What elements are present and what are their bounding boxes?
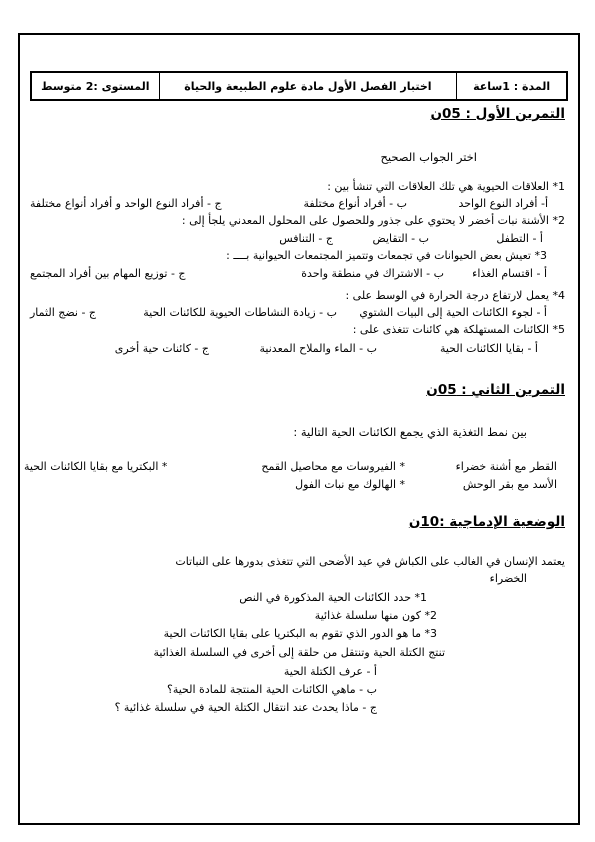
- integration-intro-line-2: الخضراء: [489, 572, 527, 585]
- question-2: 2* الأشنة نبات أخضر لا يحتوي على جذور وللحصول على المحلول المعدني يلجأ إلى :: [181, 214, 565, 227]
- integration-question-1: 1* حدد الكائنات الحية المذكورة في النص: [239, 591, 427, 604]
- q4-option-a: أ - لجوء الكائنات الحية إلى البيات الشتوي: [359, 306, 547, 319]
- pair-3: * البكتريا مع بقايا الكائنات الحية: [24, 460, 168, 473]
- question-5: 5* الكائنات المستهلكة هي كائنات تتغذى على :: [352, 323, 565, 336]
- exam-title-cell: اختبار الفصل الأول مادة علوم الطبيعة والحياة: [159, 73, 457, 99]
- integration-intro-line-1: يعتمد الإنسان في الغالب على الكباش في عيد الأضحى التي تتغذى بدورها على النباتات: [175, 555, 565, 568]
- q1-option-a: أ- أفراد النوع الواحد: [458, 197, 548, 210]
- q5-option-a: أ - بقايا الكائنات الحية: [439, 342, 538, 355]
- q1-option-c: ج - أفراد النوع الواحد و أفراد أنواع مختلفة: [30, 197, 222, 210]
- question-4: 4* يعمل لارتفاع درجة الحرارة في الوسط على :: [345, 289, 565, 302]
- q2-option-a: أ - التطفل: [496, 232, 543, 245]
- integration-question-a: أ - عرف الكتلة الحية: [283, 665, 377, 678]
- q2-option-b: ب - التقايض: [372, 232, 429, 245]
- q2-option-c: ج - التنافس: [279, 232, 333, 245]
- exercise-2-title: التمرين الثاني : 05ن: [426, 382, 565, 398]
- q3-option-b: ب - الاشتراك في منطقة واحدة: [301, 267, 444, 280]
- exam-header-table: [30, 71, 568, 101]
- question-1: 1* العلاقات الحيوية هي تلك العلاقات التي تنشأ بين :: [327, 180, 565, 193]
- question-3: 3* تعيش بعض الحيوانات في تجمعات وتتميز المجتمعات الحيوانية بــــ :: [226, 249, 547, 262]
- duration-cell: المدة : 1ساعة: [456, 73, 566, 99]
- q4-option-c: ج - نضج الثمار: [30, 306, 97, 319]
- pair-2: * الفيروسات مع محاصيل القمح: [261, 460, 405, 473]
- integration-question-2: 2* كون منها سلسلة غذائية: [314, 609, 437, 622]
- pair-1: القطر مع أشنة خضراء: [455, 460, 557, 473]
- exercise-1-title: التمرين الأول : 05ن: [430, 106, 565, 122]
- q4-option-b: ب - زيادة النشاطات الحيوية للكائنات الحية: [143, 306, 337, 319]
- q5-option-c: ج - كائنات حية أخرى: [114, 342, 209, 355]
- q3-option-c: ج - توزيع المهام بين أفراد المجتمع: [30, 267, 186, 280]
- q3-option-a: أ - اقتسام الغذاء: [472, 267, 547, 280]
- integration-question-b: ب - ماهي الكائنات الحية المنتجة للمادة الحية؟: [167, 683, 377, 696]
- integration-question-c: ج - ماذا يحدث عند انتقال الكتلة الحية في سلسلة غذائية ؟: [114, 701, 377, 714]
- q1-option-b: ب - أفراد أنواع مختلفة: [303, 197, 407, 210]
- integration-title: الوضعية الإدماجية :10ن: [408, 514, 565, 530]
- exercise-1-instruction: اختر الجواب الصحيح: [380, 150, 477, 164]
- level-cell: المستوى :2 متوسط: [41, 79, 150, 93]
- pair-5: * الهالوك مع نبات الفول: [295, 478, 405, 491]
- q5-option-b: ب - الماء والملاح المعدنية: [259, 342, 377, 355]
- integration-question-3: 3* ما هو الدور الذي تقوم به البكتريا على بقايا الكائنات الحية: [163, 627, 437, 640]
- integration-intro-line-3: تنتج الكتلة الحية وتنتقل من حلقة إلى أخرى في السلسلة الغذائية: [153, 646, 445, 659]
- pair-4: الأسد مع بقر الوحش: [462, 478, 557, 491]
- exercise-2-instruction: بين نمط التغذية الذي يجمع الكائنات الحية التالية :: [293, 425, 527, 439]
